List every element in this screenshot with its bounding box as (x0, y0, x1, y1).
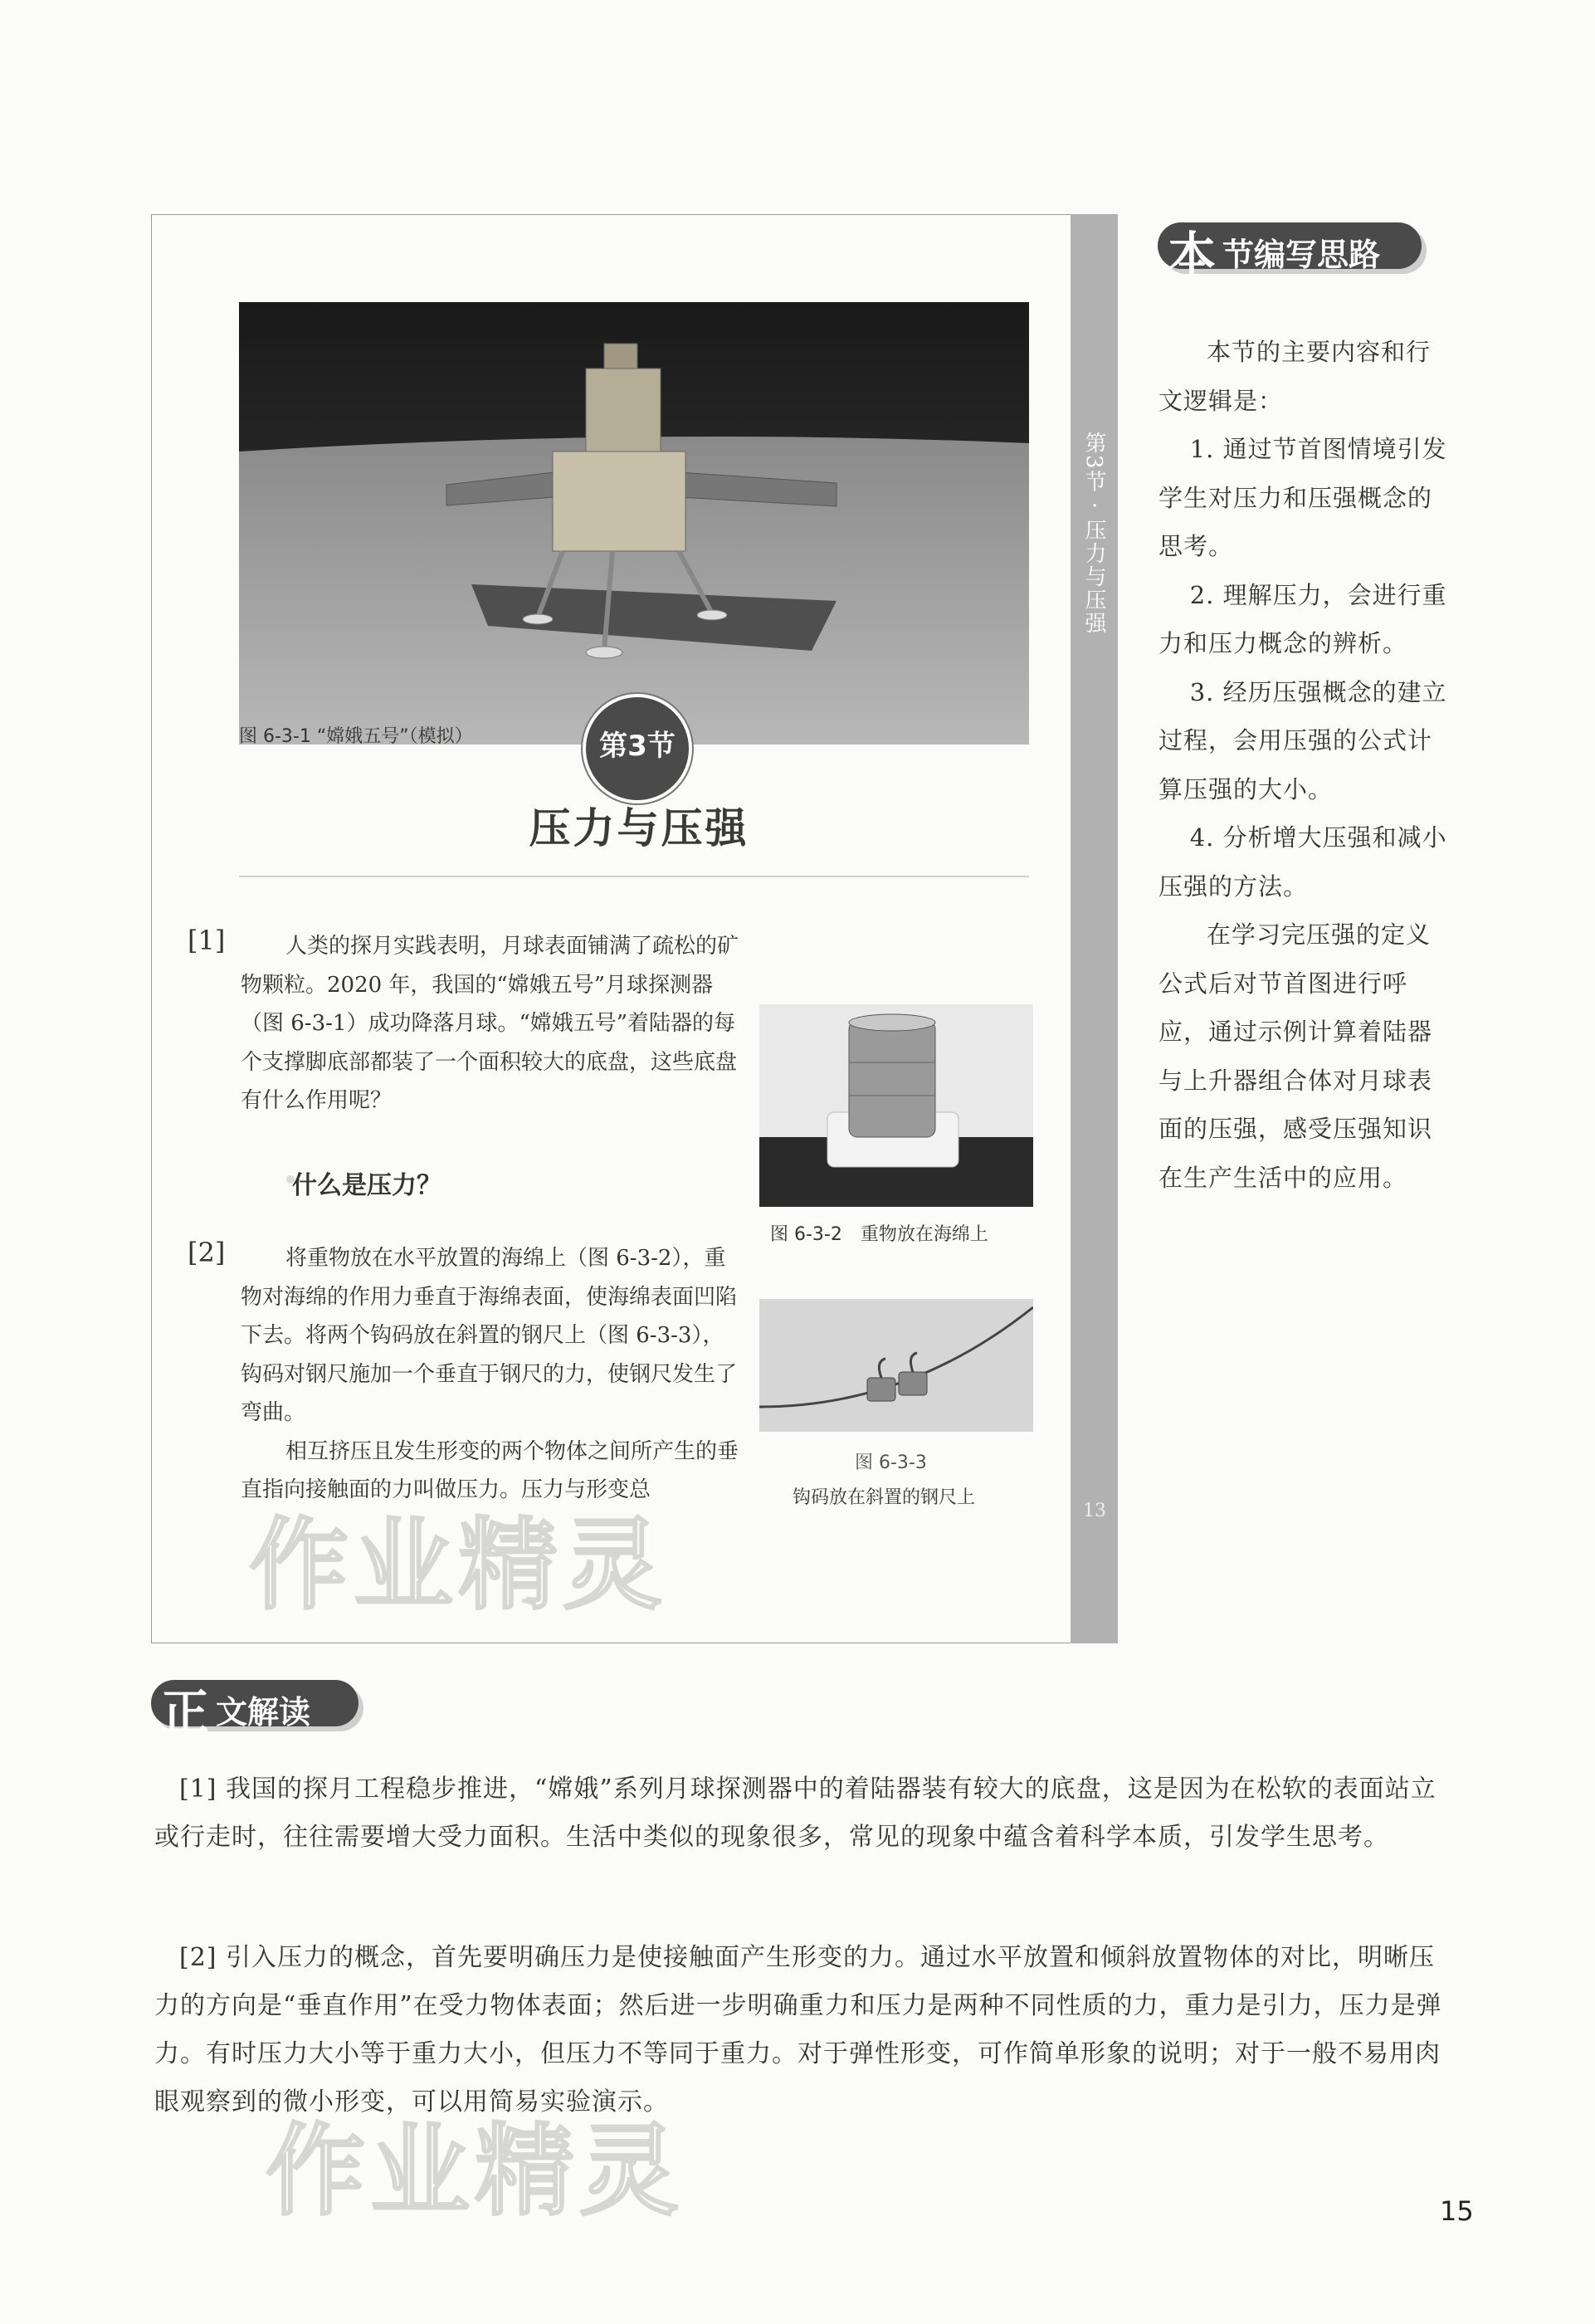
textbook-paragraph-2-text: 将重物放在水平放置的海绵上（图 6-3-2），重物对海绵的作用力垂直于海绵表面，使海绵表面凹陷下去。将两个钩码放在斜置的钢尺上（图 6-3-3），钩码对钢尺施加一个垂直于钢尺的力，使钢尺发生了弯曲。 (241, 1246, 738, 1425)
writing-ideas-item: 3. 经历压强概念的建立过程，会用压强的公式计算压强的大小。 (1158, 677, 1447, 803)
side-strip-label: 第3节 · 压力与压强 (1081, 432, 1106, 636)
watermark: 作业精灵 (249, 1508, 667, 1623)
interpretation-heading-big: 正 (161, 1684, 210, 1741)
figure-caption-6-3-2: 图 6-3-2 重物放在海绵上 (770, 1224, 988, 1245)
subheading: 什么是压力？ (292, 1171, 441, 1200)
interpretation-heading (151, 1678, 367, 1741)
writing-ideas-closing: 在学习完压强的定义公式后对节首图进行呼应，通过示例计算着陆器与上升器组合体对月球表面的压强，感受压强知识在生产生活中的应用。 (1158, 920, 1433, 1192)
note-marker-1: [1] (188, 925, 226, 956)
interpretation-paragraph-2: [2] 引入压力的概念，首先要明确压力是使接触面产生形变的力。通过水平放置和倾斜放置物体的对比，明晰压力的方向是“垂直作用”在受力物体表面；然后进一步明确重力和压力是两种不同性质的力，重力是引力，压力是弹力。有时压力大小等于重力大小，但压力不等同于重力。对于弹性形变，可作简单形象的说明；对于一般不易用肉眼观察到的微小形变，可以用简易实验演示。 (154, 1943, 1442, 2116)
sponge-weight-photo (759, 1004, 1033, 1207)
lander-illustration (239, 302, 1029, 745)
figure-caption-6-3-3-number: 图 6-3-3 (855, 1452, 927, 1473)
side-strip (1071, 214, 1118, 1643)
page-number: 15 (1440, 2195, 1474, 2227)
section-badge: 第3节 (583, 694, 692, 803)
figure-caption-6-3-3: 钩码放在斜置的钢尺上 (793, 1487, 976, 1508)
writing-ideas-intro: 本节的主要内容和行文逻辑是： (1158, 338, 1432, 415)
writing-ideas-item: 1. 通过节首图情境引发学生对压力和压强概念的思考。 (1158, 435, 1447, 560)
note-marker-2: [2] (188, 1237, 226, 1268)
interpretation-paragraph-1: [1] 我国的探月工程稳步推进，“嫦娥”系列月球探测器中的着陆器装有较大的底盘，这是因为在松软的表面站立或行走时，往往需要增大受力面积。生活中类似的现象很多，常见的现象中蕴含着科学本质，引发学生思考。 (154, 1775, 1436, 1852)
textbook-paragraph-1: 人类的探月实践表明，月球表面铺满了疏松的矿物颗粒。2020 年，我国的“嫦娥五号”月球探测器（图 6-3-1）成功降落月球。“嫦娥五号”着陆器的每个支撑脚底部都装了一个面积较大的底盘，这些底盘有什么作用呢？ (241, 934, 739, 1113)
watermark: 作业精灵 (266, 2114, 684, 2229)
textbook-page-number: 13 (1083, 1501, 1106, 1521)
section-title: 压力与压强 (529, 804, 749, 852)
textbook-paragraph-2 (241, 1239, 739, 1510)
writing-ideas-body (1158, 328, 1449, 1202)
writing-ideas-item: 2. 理解压力，会进行重力和压力概念的辨析。 (1158, 580, 1447, 657)
interpretation-heading-rest: 文解读 (216, 1694, 311, 1731)
writing-ideas-heading-rest: 节编写思路 (1222, 237, 1381, 273)
title-divider (239, 876, 1029, 877)
writing-ideas-item: 4. 分析增大压强和减小压强的方法。 (1158, 823, 1447, 901)
ruler-weights-photo (759, 1299, 1033, 1432)
writing-ideas-heading (1158, 221, 1432, 283)
figure-caption-6-3-1: 图 6-3-1 “嫦娥五号”（模拟） (239, 726, 473, 747)
textbook-paragraph-3-text: 相互挤压且发生形变的两个物体之间所产生的垂直指向接触面的力叫做压力。压力与形变总 (241, 1438, 739, 1502)
writing-ideas-heading-big: 本 (1168, 227, 1217, 283)
